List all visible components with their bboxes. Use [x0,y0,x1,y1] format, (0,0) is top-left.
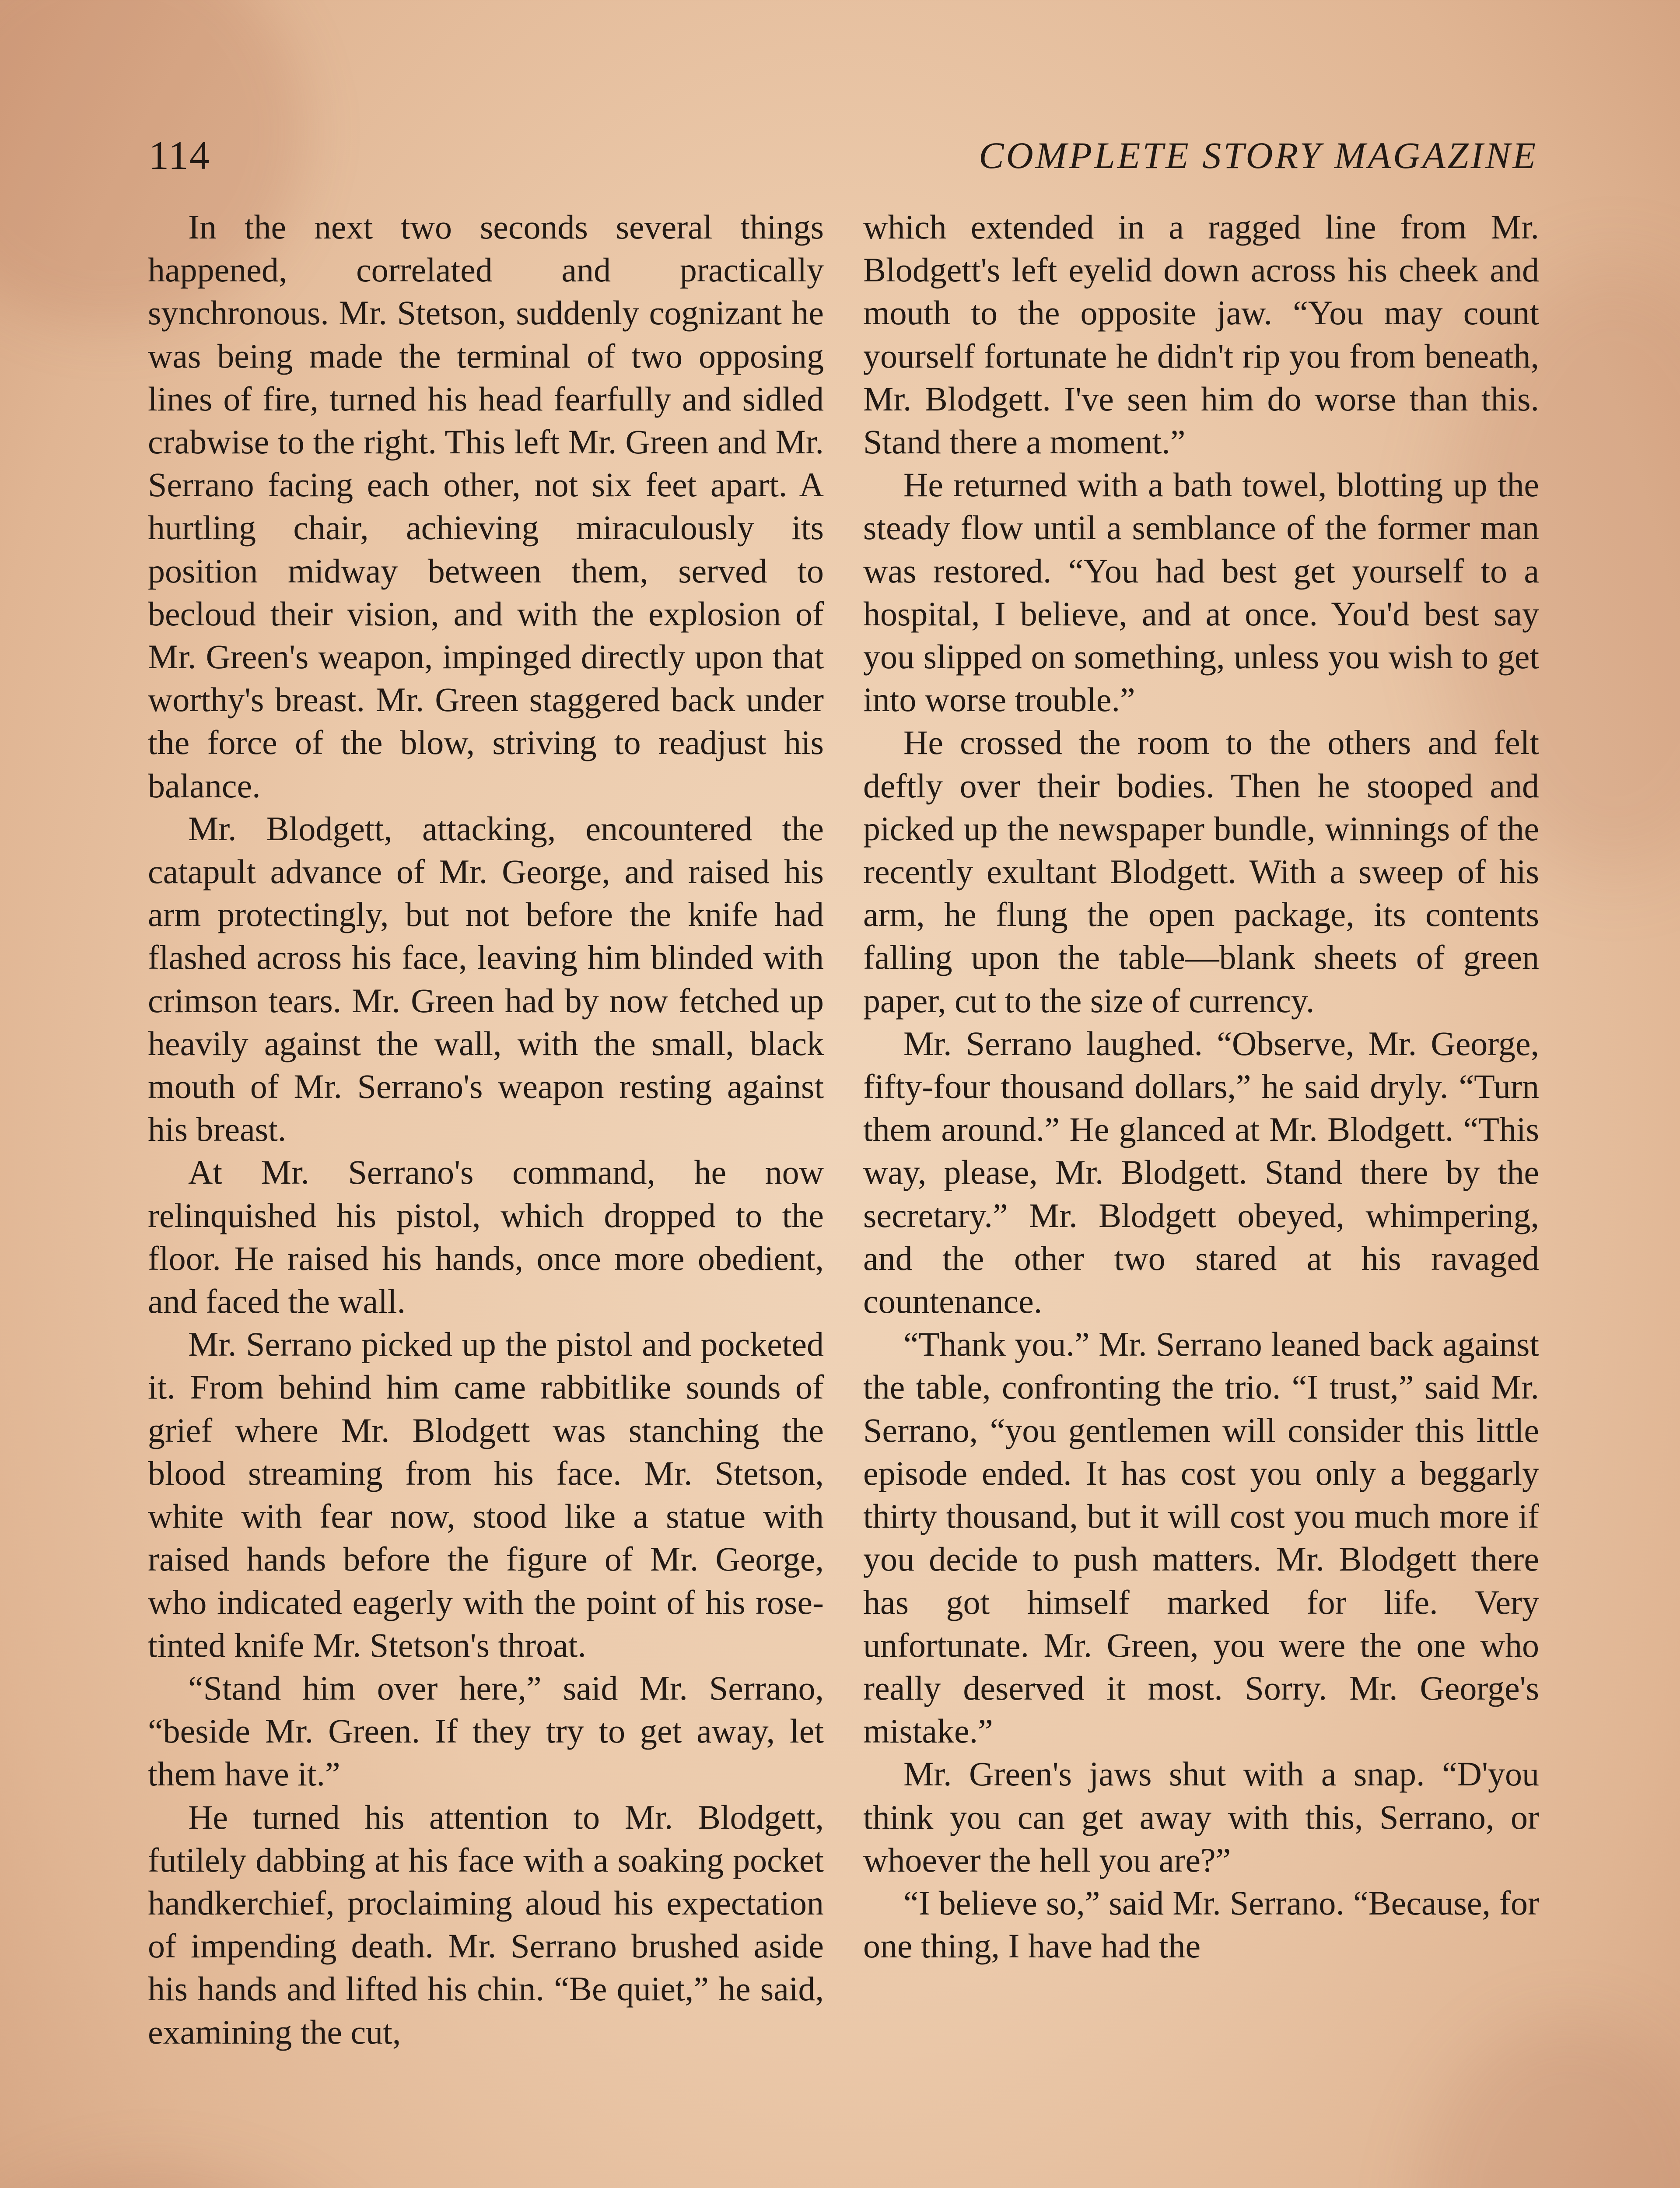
paragraph: Mr. Green's jaws shut with a snap. “D'you think you can get away with this, Serrano, or whoever the hell you are?” [863,1755,1539,1879]
left-column [148,206,824,2054]
paragraph: He crossed the room to the others and felt deftly over their bodies. Then he stooped and picked up the newspaper bundle, winnings of the recently exultant Blodgett. With a sweep of his arm, he flung the open package, its contents falling upon the table—blank sheets of green paper, cut to the size of currency. [863,723,1539,1020]
paragraph: Mr. Blodgett, attacking, encountered the catapult advance of Mr. George, and raised his arm protectingly, but not before the knife had flashed across his face, leaving him blinded with crimson tears. Mr. Green had by now fetched up heavily against the wall, with the small, black mouth of Mr. Serrano's weapon resting against his breast. [148,809,824,1149]
paragraph: In the next two seconds several things happened, correlated and practically synchronous. Mr. Stetson, suddenly cognizant he was being made the terminal of two opposing lines of fire, turned his head fearfully and sidled crabwise to the right. This left Mr. Green and Mr. Serrano facing each other, not six feet apart. A hurtling chair, achieving miraculously its position midway between them, served to becloud their vision, and with the explosion of Mr. Green's weapon, impinged directly upon that worthy's breast. Mr. Green staggered back under the force of the blow, striving to readjust his balance. [148,208,824,805]
paragraph: Mr. Serrano picked up the pistol and pocketed it. From behind him came rabbitlike sounds of grief where Mr. Blodgett was stanching the blood streaming from his face. Mr. Stetson, white with fear now, stood like a statue with raised hands before the figure of Mr. George, who indicated eagerly with the point of his rose-tinted knife Mr. Stetson's throat. [148,1325,824,1664]
paragraph-continuation: which extended in a ragged line from Mr. Blodgett's left eyelid down across his cheek and mouth to the opposite jaw. “You may count yourself fortunate he didn't rip you from beneath, Mr. Blodgett. I've seen him do worse than this. Stand there a moment.” [863,208,1539,461]
paragraph: He returned with a bath towel, blotting up the steady flow until a semblance of the former man was restored. “You had best get yourself to a hospital, I believe, and at once. You'd best say you slipped on something, unless you wish to get into worse trouble.” [863,466,1539,719]
paragraph: “Thank you.” Mr. Serrano leaned back against the table, confronting the trio. “I trust,” said Mr. Serrano, “you gentlemen will consider this little episode ended. It has cost you only a beggarly thirty thousand, but it will cost you much more if you decide to push matters. Mr. Blodgett there has got himself marked for life. Very unfortunate. Mr. Green, you were the one who really deserved it most. Sorry. Mr. George's mistake.” [863,1325,1539,1750]
paragraph: “I believe so,” said Mr. Serrano. “Because, for one thing, I have had the [863,1883,1539,1965]
paper-stain [0,2170,394,2188]
page-number: 114 [149,133,210,178]
running-title: COMPLETE STORY MAGAZINE [979,134,1538,176]
paragraph: Mr. Serrano laughed. “Observe, Mr. George, fifty-four thousand dollars,” he said dryly. “Turn them around.” He glanced at Mr. Blodgett. “This way, please, Mr. Blodgett. Stand there by the secretary.” Mr. Blodgett obeyed, whimpering, and the other two stared at his ravaged countenance. [863,1024,1539,1321]
right-column [863,206,1539,2054]
paragraph: At Mr. Serrano's command, he now relinquished his pistol, which dropped to the floor. He raised his hands, once more obedient, and faced the wall. [148,1153,824,1321]
paragraph: He turned his attention to Mr. Blodgett, futilely dabbing at his face with a soaking pocket handkerchief, proclaiming aloud his expectation of impending death. Mr. Serrano brushed aside his hands and lifted his chin. “Be quiet,” he said, examining the cut, [148,1798,824,2051]
page-header [149,127,1538,184]
paragraph: “Stand him over here,” said Mr. Serrano, “beside Mr. Green. If they try to get away, let them have it.” [148,1669,824,1793]
text-columns [148,206,1539,2054]
